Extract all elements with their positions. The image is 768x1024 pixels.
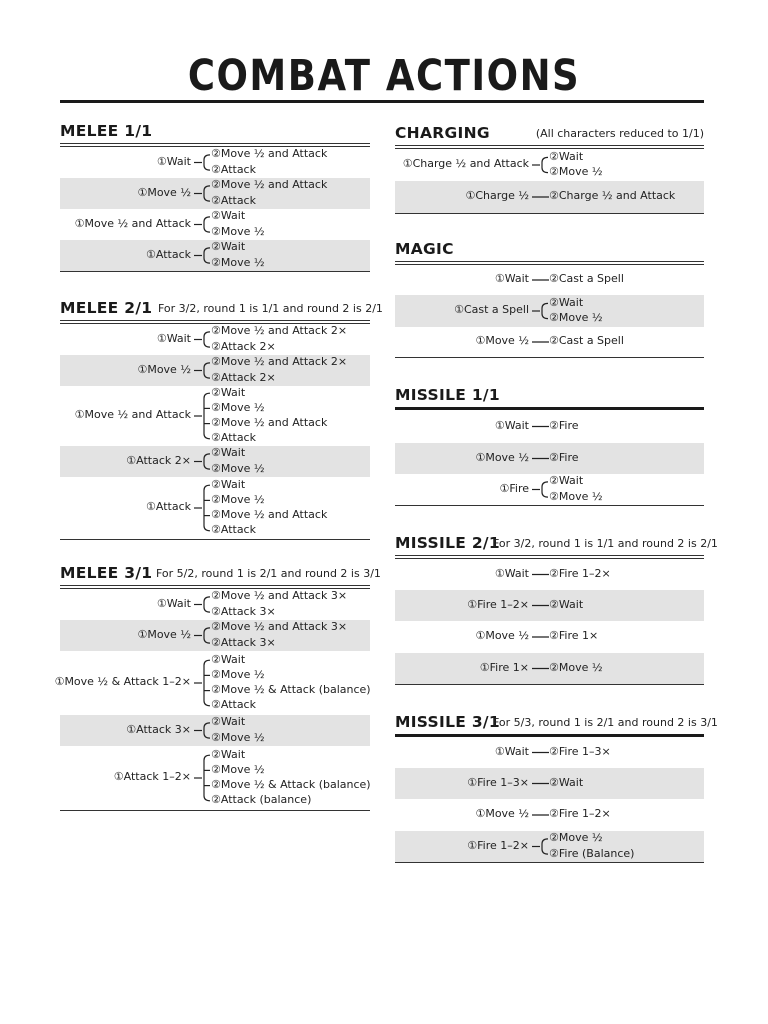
first-round-action: ①Fire 1–2× [467,597,529,611]
second-round-action: ②Wait [211,240,246,254]
first-round-action: ①Wait [156,331,191,345]
first-round-action: ①Attack 3× [126,722,191,736]
second-round-action: ②Move ½ and Attack 3× [211,589,348,603]
action-row [395,559,704,590]
second-round-action: ②Fire (Balance) [549,846,635,860]
section-title: MELEE 3/1 [60,564,153,582]
first-round-action: ①Wait [494,566,529,580]
second-round-action: ②Move ½ and Attack [211,178,328,192]
second-round-action: ②Cast a Spell [549,334,624,348]
connector-bracket [193,477,213,539]
second-round-action: ②Move ½ & Attack (balance) [211,778,371,791]
second-round-action: ②Wait [549,597,584,611]
first-round-action: ①Move ½ [137,362,191,376]
second-round-action: ②Move ½ [211,400,265,414]
connector-bracket [531,799,551,831]
connector-bracket [193,240,213,271]
first-round-action: ①Wait [494,744,529,758]
page-title: COMBAT ACTIONS [187,50,581,101]
action-row [60,620,370,651]
section-bottom-rule [395,505,704,506]
second-round-action: ②Wait [211,385,246,399]
second-round-action: ②Wait [549,474,584,488]
second-round-action: ②Move ½ and Attack [211,147,328,161]
action-row [60,147,370,178]
connector-bracket [531,295,551,327]
second-round-action: ②Wait [211,747,246,761]
section-note: For 3/2, round 1 is 1/1 and round 2 is 2/1 [158,302,383,315]
second-round-action: ②Wait [211,652,246,666]
first-round-action: ①Fire 1× [479,660,529,674]
action-row [395,443,704,474]
second-round-action: ②Move ½ and Attack [211,508,328,521]
connector-bracket [531,181,551,213]
connector-bracket [193,147,213,178]
second-round-action: ②Wait [211,477,246,491]
second-round-action: ②Fire [549,418,579,432]
section-bottom-rule [60,810,370,811]
action-row [395,590,704,621]
connector-bracket [531,768,551,799]
connector-bracket [193,651,213,715]
connector-bracket [531,653,551,684]
action-row [60,324,370,355]
second-round-action: ②Attack 2× [211,370,276,384]
first-round-action: ①Attack 2× [126,453,191,467]
connector-bracket [193,355,213,386]
section-melee-2-1 [60,295,383,540]
second-round-action: ②Attack 2× [211,339,276,353]
second-round-action: ②Attack (balance) [211,793,312,807]
section-magic [395,236,704,358]
section-title: CHARGING [395,124,490,142]
section-title: MELEE 2/1 [60,299,153,317]
first-round-action: ①Fire 1–2× [467,838,529,852]
section-header [60,118,370,140]
section-title: MISSILE 3/1 [395,713,500,731]
second-round-action: ②Move ½ [211,224,265,238]
first-round-action: ①Fire 1–3× [467,775,529,789]
second-round-action: ②Move ½ & Attack (balance) [211,683,371,696]
action-row [60,240,370,271]
connector-bracket [531,590,551,621]
connector-bracket [193,446,213,477]
action-row [395,295,704,327]
section-title: MISSILE 1/1 [395,386,500,404]
first-round-action: ①Move ½ & Attack 1–2× [54,675,191,688]
section-charging [395,120,704,214]
second-round-action: ②Wait [211,446,246,460]
first-round-action: ①Charge ½ and Attack [402,157,529,170]
first-round-action: ①Move ½ [137,185,191,199]
connector-bracket [193,620,213,651]
second-round-action: ②Attack [211,193,256,207]
second-round-action: ②Move ½ [211,492,265,506]
section-bottom-rule [395,684,704,685]
action-row [60,386,370,446]
section-note: For 5/2, round 1 is 2/1 and round 2 is 3/1 [156,567,381,580]
action-row [395,737,704,768]
connector-bracket [193,178,213,209]
section-missile-1-1 [395,382,704,506]
section-bottom-rule [60,539,370,540]
first-round-action: ①Wait [156,596,191,610]
second-round-action: ②Attack [211,698,256,712]
action-row [54,651,371,715]
first-round-action: ①Wait [494,418,529,432]
first-round-action: ①Move ½ [475,629,529,642]
action-row [395,831,704,862]
connector-bracket [193,209,213,240]
first-round-action: ①Charge ½ [465,189,529,202]
section-note: For 3/2, round 1 is 1/1 and round 2 is 2/1 [493,537,718,550]
connector-bracket [193,715,213,746]
connector-bracket [531,621,551,653]
section-missile-2-1 [395,530,718,685]
section-title: MAGIC [395,240,454,258]
second-round-action: ②Wait [211,209,246,223]
second-round-action: ②Move ½ and Attack 2× [211,324,348,338]
first-round-action: ①Wait [494,272,529,285]
second-round-action: ②Wait [549,149,584,163]
first-round-action: ①Fire [499,481,529,495]
connector-bracket [531,474,551,505]
action-row [60,589,370,620]
section-melee-1-1 [60,118,370,272]
second-round-action: ②Cast a Spell [549,272,624,286]
section-header [60,295,383,317]
second-round-action: ②Wait [549,775,584,789]
second-round-action: ②Attack 3× [211,604,276,618]
section-title: MISSILE 2/1 [395,534,500,552]
connector-bracket [531,559,551,590]
section-note: For 5/3, round 1 is 2/1 and round 2 is 3/1 [493,716,718,729]
action-row [60,178,370,209]
connector-bracket [193,589,213,620]
section-header [395,709,718,731]
second-round-action: ②Attack [211,162,256,176]
section-header [395,236,704,258]
section-header [60,560,381,582]
section-bottom-rule [395,213,704,214]
section-bottom-rule [395,862,704,863]
section-melee-3-1 [54,560,381,811]
connector-bracket [193,324,213,355]
second-round-action: ②Move ½ [211,730,265,744]
action-row [60,446,370,477]
first-round-action: ①Attack [146,247,191,261]
second-round-action: ②Wait [549,295,584,309]
connector-bracket [531,327,551,357]
second-round-action: ②Fire [549,450,579,464]
action-row [60,477,370,539]
second-round-action: ②Move ½ [549,311,603,324]
second-round-action: ②Move ½ [549,660,603,674]
action-row [395,621,704,653]
first-round-action: ①Move ½ [137,627,191,641]
action-row [395,265,704,295]
second-round-action: ②Move ½ [211,461,265,475]
first-round-action: ①Move ½ [475,807,529,820]
second-round-action: ②Fire 1–3× [549,744,611,758]
second-round-action: ②Charge ½ and Attack [549,189,676,203]
action-row [60,209,370,240]
section-bottom-rule [60,271,370,272]
action-row [395,181,704,213]
connector-bracket [531,410,551,443]
action-row [395,327,704,357]
connector-bracket [531,831,551,862]
second-round-action: ②Move ½ [549,831,603,845]
second-round-action: ②Move ½ and Attack [211,416,328,429]
second-round-action: ②Move ½ and Attack 2× [211,355,348,369]
connector-bracket [531,265,551,295]
action-row [395,799,704,831]
connector-bracket [531,443,551,474]
second-round-action: ②Move ½ [211,762,265,776]
action-row [60,355,370,386]
action-row [395,768,704,799]
second-round-action: ②Move ½ [211,255,265,269]
second-round-action: ②Fire 1–2× [549,807,611,821]
second-round-action: ②Attack [211,523,256,537]
title-rule [60,100,704,103]
first-round-action: ①Wait [156,154,191,168]
action-row [395,410,704,443]
section-header [395,530,718,552]
second-round-action: ②Move ½ [549,165,603,178]
section-note: (All characters reduced to 1/1) [535,127,704,140]
second-round-action: ②Move ½ and Attack 3× [211,620,348,634]
second-round-action: ②Fire 1× [549,629,599,643]
connector-bracket [531,149,551,181]
connector-bracket [531,737,551,768]
section-missile-3-1 [395,709,718,863]
first-round-action: ①Move ½ and Attack [74,216,191,230]
action-row [395,149,704,181]
action-row [395,653,704,684]
second-round-action: ②Move ½ [211,667,265,681]
first-round-action: ①Move ½ [475,450,529,464]
first-round-action: ①Cast a Spell [454,303,529,316]
action-row [60,746,370,810]
first-round-action: ①Attack 1–2× [113,770,191,783]
section-bottom-rule [395,357,704,358]
section-header [395,120,704,142]
section-title: MELEE 1/1 [60,122,153,140]
second-round-action: ②Wait [211,715,246,729]
second-round-action: ②Attack [211,431,256,445]
first-round-action: ①Move ½ and Attack [74,408,191,421]
first-round-action: ①Move ½ [475,334,529,347]
section-header [395,382,704,404]
second-round-action: ②Fire 1–2× [549,566,611,580]
connector-bracket [193,386,213,446]
second-round-action: ②Move ½ [549,489,603,503]
second-round-action: ②Attack 3× [211,635,276,649]
first-round-action: ①Attack [146,500,191,513]
action-row [395,474,704,505]
connector-bracket [193,746,213,810]
action-row [60,715,370,746]
